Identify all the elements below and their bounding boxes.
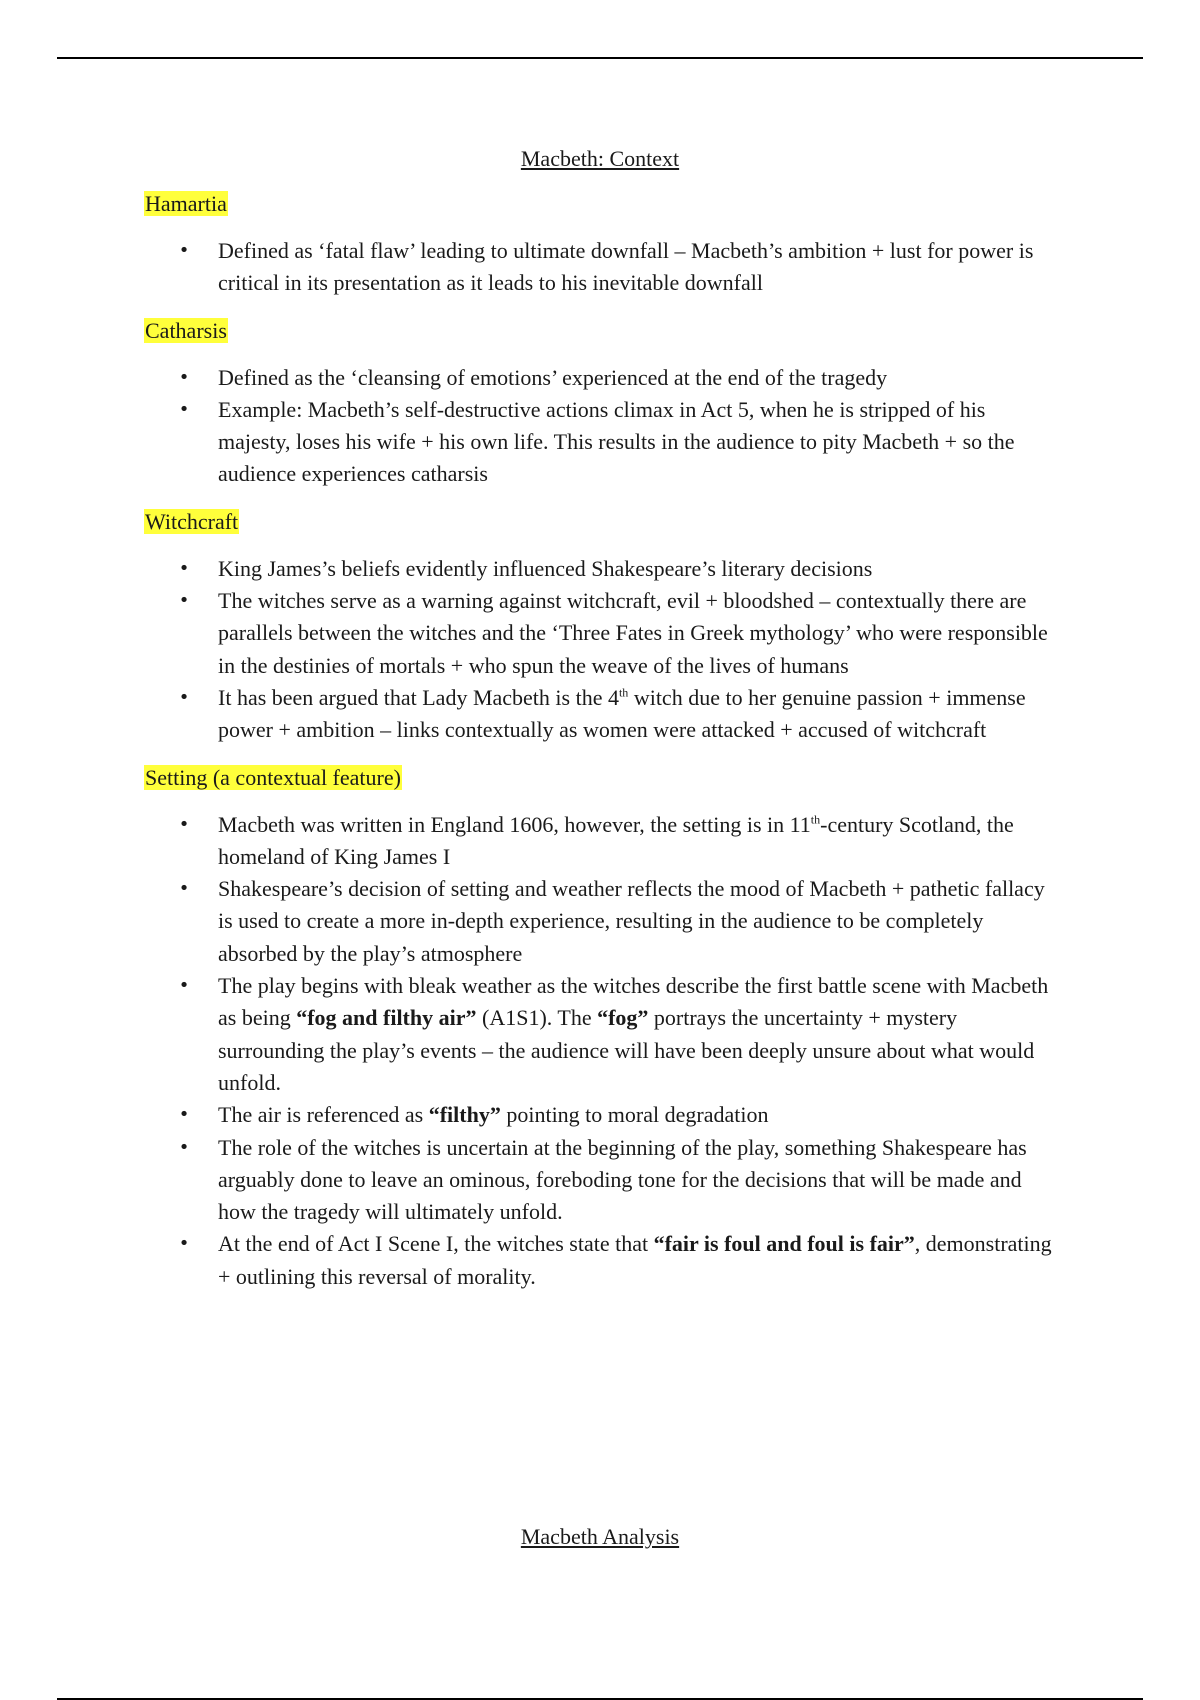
bullet-list-witchcraft xyxy=(144,553,1056,747)
second-page-title: Macbeth Analysis xyxy=(520,1524,680,1549)
quote: “fair is foul and foul is fair” xyxy=(653,1231,915,1257)
bullet-icon: • xyxy=(178,975,190,997)
bullet-list-hamartia xyxy=(144,235,1056,300)
quote: “fog” xyxy=(597,1005,649,1031)
list-item: • Macbeth was written in England 1606, however, the setting is in 11th-century Scotland, the homeland of King James I xyxy=(144,809,1056,874)
bullet-icon: • xyxy=(178,686,190,708)
list-item: • Defined as ‘fatal flaw’ leading to ultimate downfall – Macbeth’s ambition + lust for power is critical in its presentation as it leads to his inevitable downfall xyxy=(144,235,1056,300)
list-item: • Example: Macbeth’s self-destructive actions climax in Act 5, when he is stripped of his majesty, loses his wife + his own life. This results in the audience to pity Macbeth + so the audience experiences catharsis xyxy=(144,394,1056,491)
bullet-list-catharsis xyxy=(144,362,1056,491)
list-item: • It has been argued that Lady Macbeth is the 4th witch due to her genuine passion + immense power + ambition – links contextually as women were attacked + accused of witchcraft xyxy=(144,682,1056,747)
list-item: • The role of the witches is uncertain at the beginning of the play, something Shakespeare has arguably done to leave an ominous, foreboding tone for the decisions that will be made and how the tragedy will ultimately unfold. xyxy=(144,1132,1056,1229)
list-item: • At the end of Act I Scene I, the witches state that “fair is foul and foul is fair”, demonstrating + outlining this reversal of morality. xyxy=(144,1228,1056,1293)
bullet-icon: • xyxy=(178,1104,190,1126)
quote: “fog and filthy air” xyxy=(296,1005,477,1031)
top-rule xyxy=(57,57,1143,59)
section-heading-witchcraft: Witchcraft xyxy=(145,508,239,534)
bullet-icon: • xyxy=(178,398,190,420)
section-heading-hamartia: Hamartia xyxy=(145,191,227,216)
bullet-icon: • xyxy=(178,590,190,612)
quote: “filthy” xyxy=(428,1102,501,1128)
bullet-icon: • xyxy=(178,366,190,388)
bullet-icon: • xyxy=(178,1233,190,1255)
bullet-icon: • xyxy=(178,1136,190,1158)
bullet-icon: • xyxy=(178,557,190,579)
bullet-icon: • xyxy=(178,240,190,261)
list-item: • The air is referenced as “filthy” pointing to moral degradation xyxy=(144,1099,1056,1131)
list-item: • The witches serve as a warning against witchcraft, evil + bloodshed – contextually there are parallels between the witches and the ‘Three Fates in Greek mythology’ who were responsible in the destinies of mortals + who spun the weave of the lives of humans xyxy=(144,585,1056,682)
list-item: • Defined as the ‘cleansing of emotions’ experienced at the end of the tragedy xyxy=(144,362,1056,394)
document-body xyxy=(144,143,1056,1308)
list-item: • The play begins with bleak weather as the witches describe the first battle scene with Macbeth as being “fog and filthy air” (A1S1). The “fog” portrays the uncertainty + mystery surrounding the play’s events – the audience will have been deeply unsure about what would unfold. xyxy=(144,970,1056,1099)
section-heading-catharsis: Catharsis xyxy=(145,317,227,343)
list-item: • King James’s beliefs evidently influenced Shakespeare’s literary decisions xyxy=(144,553,1056,585)
bullet-list-setting xyxy=(144,809,1056,1293)
section-heading-setting: Setting (a contextual feature) xyxy=(145,764,401,790)
page-title: Macbeth: Context xyxy=(520,146,680,171)
list-item: • Shakespeare’s decision of setting and weather reflects the mood of Macbeth + pathetic fallacy is used to create a more in-depth experience, resulting in the audience to be completely absorbed by the play’s atmosphere xyxy=(144,873,1056,970)
bullet-icon: • xyxy=(178,878,190,900)
bullet-icon: • xyxy=(178,813,190,835)
